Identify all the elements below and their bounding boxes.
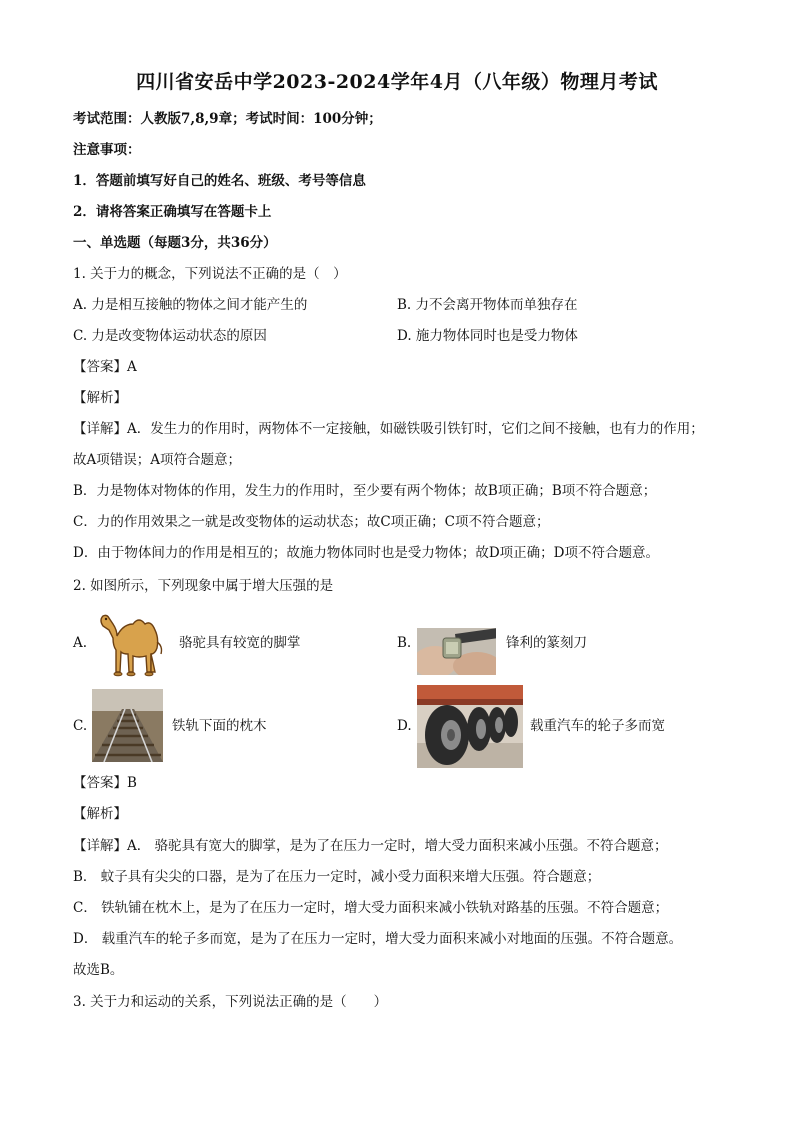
q2-option-d-label: D. (397, 718, 412, 734)
railway-track-image (92, 689, 163, 762)
q1-option-d: D. 施力物体同时也是受力物体 (397, 328, 578, 344)
q1-detail-4: C．力的作用效果之一就是改变物体的运动状态；故C项正确；C项不符合题意； (73, 514, 550, 530)
q2-stem: 2. 如图所示，下列现象中属于增大压强的是 (73, 578, 334, 594)
q2-conclusion: 故选B。 (73, 962, 124, 978)
q1-detail-2: 故A项错误；A项符合题意； (73, 452, 241, 468)
notice-item-2: 2．请将答案正确填写在答题卡上 (73, 204, 272, 220)
q2-detail-4: D． 载重汽车的轮子多而宽，是为了在压力一定时，增大受力面积来减小对地面的压强。不符合题意。 (73, 931, 683, 947)
q2-analysis: 【解析】 (73, 806, 127, 822)
q2-option-d-text: 载重汽车的轮子多而宽 (530, 718, 665, 734)
section-heading: 一、单选题（每题3分，共36分） (73, 235, 277, 251)
q3-stem: 3. 关于力和运动的关系，下列说法正确的是（ ） (73, 994, 388, 1010)
q2-answer: 【答案】B (73, 775, 137, 791)
page-title: 四川省安岳中学2023-2024学年4月（八年级）物理月考试 (136, 71, 658, 93)
q1-option-b: B. 力不会离开物体而单独存在 (397, 297, 578, 313)
q2-option-a-text: 骆驼具有较宽的脚掌 (179, 635, 301, 651)
q1-option-c: C. 力是改变物体运动状态的原因 (73, 328, 267, 344)
q1-detail-3: B．力是物体对物体的作用，发生力的作用时，至少要有两个物体；故B项正确；B项不符合题意； (73, 483, 657, 499)
q2-detail-3: C． 铁轨铺在枕木上，是为了在压力一定时，增大受力面积来减小铁轨对路基的压强。不符合题意； (73, 900, 669, 916)
q1-analysis: 【解析】 (73, 390, 127, 406)
truck-wheels-image (417, 685, 523, 768)
q1-detail-5: D．由于物体间力的作用是相互的；故施力物体同时也是受力物体；故D项正确；D项不符合题意。 (73, 545, 659, 561)
notice-title: 注意事项： (73, 142, 141, 158)
q2-option-c-label: C. (73, 718, 88, 734)
q2-option-a-label: A. (73, 635, 88, 651)
q2-option-b-text: 锋利的篆刻刀 (506, 635, 587, 651)
q1-stem: 1. 关于力的概念，下列说法不正确的是（ ） (73, 266, 347, 282)
exam-scope: 考试范围：人教版7,8,9章；考试时间：100分钟； (73, 111, 382, 127)
q2-detail-1: 【详解】A． 骆驼具有宽大的脚掌，是为了在压力一定时，增大受力面积来减小压强。不符合题意； (73, 838, 668, 854)
q1-option-a: A. 力是相互接触的物体之间才能产生的 (73, 297, 308, 313)
q2-detail-2: B． 蚊子具有尖尖的口器，是为了在压力一定时，减小受力面积来增大压强。符合题意； (73, 869, 601, 885)
q2-option-c-text: 铁轨下面的枕木 (172, 718, 267, 734)
notice-item-1: 1．答题前填写好自己的姓名、班级、考号等信息 (73, 173, 366, 189)
q1-detail-1: 【详解】A．发生力的作用时，两物体不一定接触，如磁铁吸引铁钉时，它们之间不接触，也有力的作用； (73, 421, 704, 437)
carving-knife-image (417, 628, 496, 675)
camel-image (93, 602, 169, 680)
q2-option-b-label: B. (397, 635, 412, 651)
q1-answer: 【答案】A (73, 359, 137, 375)
